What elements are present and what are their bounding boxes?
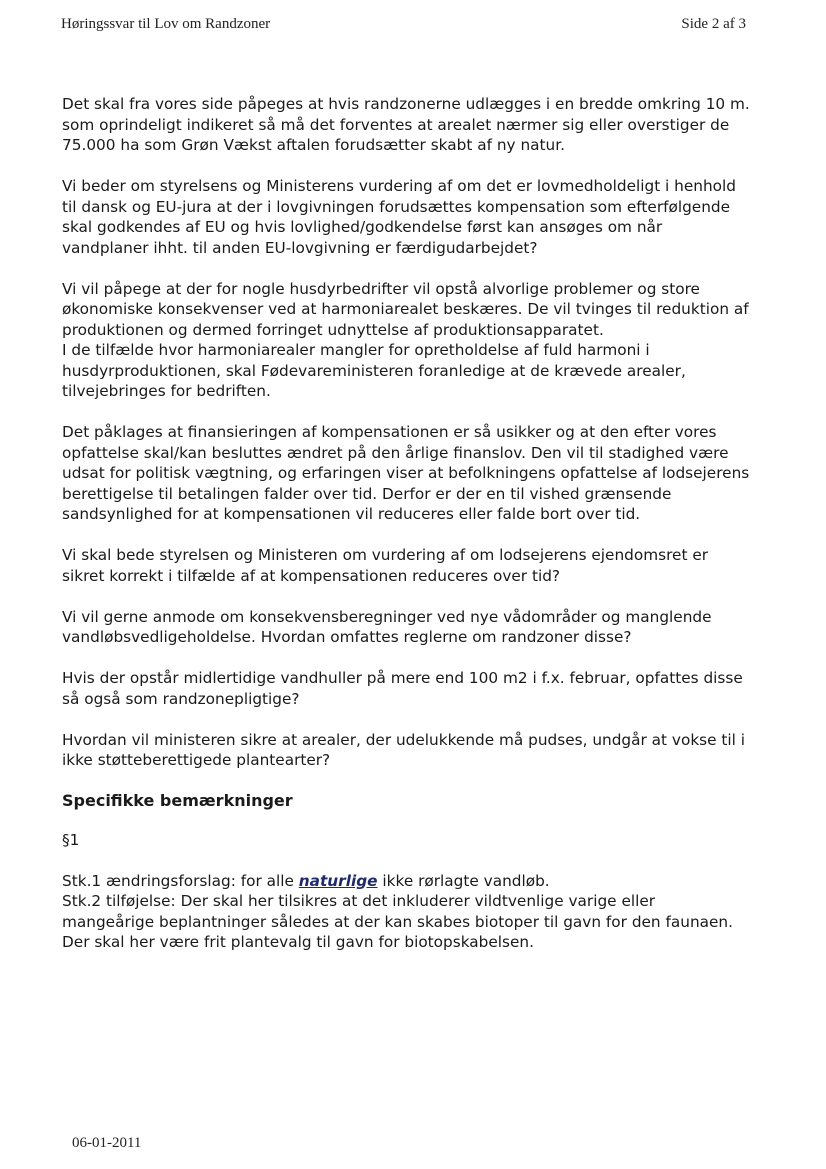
paragraph-temporary-ponds: Hvis der opstår midlertidige vandhuller på mere end 100 m2 i f.x. februar, opfattes disse så også som randzonepligtige?	[62, 669, 743, 708]
paragraph-financing: Det påklages at finansieringen af kompensationen er så usikker og at den efter vores opfattelse skal/kan besluttes ændret på den årlige finanslov. Den vil til stadighed være udsat for politisk vægtning, og erfaringen viser at befolkningens opfattelse af lodsejerens berettigelse til betalingen falder over tid. Derfor er der en til vished grænsende sandsynlighed for at kompensationen vil reduceres eller falde bort over tid.	[62, 423, 750, 523]
paragraph-wetlands: Vi vil gerne anmode om konsekvensberegninger ved nye vådområder og manglende vandløbsvedligeholdelse. Hvordan omfattes reglerne om randzoner disse?	[62, 607, 712, 646]
paragraph-harmony-areas: I de tilfælde hvor harmoniarealer mangler for opretholdelse af fuld harmoni i husdyrproduktionen, skal Fødevareministeren foranledige at de krævede arealer, tilvejebringes for bedriften.	[62, 341, 686, 400]
paragraph-livestock-problems: Vi vil påpege at der for nogle husdyrbedrifter vil opstå alvorlige problemer og store økonomiske konsekvenser ved at harmoniarealet beskæres. De vil tvinges til reduktion af produktionen og dermed forringet udnyttelse af produktionsapparatet.	[62, 279, 749, 339]
section-heading: Specifikke bemærkninger	[62, 791, 293, 810]
paragraph-sign: §1	[62, 830, 80, 849]
document-title: Høringssvar til Lov om Randzoner	[61, 16, 271, 32]
paragraph-property-rights: Vi skal bede styrelsen og Ministeren om vurdering af om lodsejerens ejendomsret er sikret korrekt i tilfælde af at kompensationen reduceres over tid?	[62, 546, 709, 585]
paragraph-legality-question: Vi beder om styrelsens og Ministerens vurdering af om det er lovmedholdeligt i henhold til dansk og EU-jura at der i lovgivningen forudsættes kompensation som efterfølgende skal godkendes af EU og hvis lovlighed/godkendelse først kan ansøges om når vandplaner ihht. til anden EU-lovgivning er færdigudarbejdet?	[62, 177, 736, 257]
document-date: 06-01-2011	[72, 1135, 142, 1151]
page-number: Side 2 af 3	[681, 16, 746, 32]
stk2-line: Stk.2 tilføjelse: Der skal her tilsikres at det inkluderer vildtvenlige varige eller mangeårige beplantninger således at der kan skabes biotoper til gavn for den faunaen. Der skal her være frit plantevalg til gavn for biotopskabelsen.	[62, 892, 733, 951]
paragraph-randzone-width: Det skal fra vores side påpeges at hvis randzonerne udlægges i en bredde omkring 10 m. som oprindeligt indikeret så må det forventes at arealet nærmer sig eller overstiger de 75.000 ha som Grøn Vækst aftalen forudsætter skabt af ny natur.	[62, 95, 750, 154]
stk1-suffix: ikke rørlagte vandløb.	[377, 871, 550, 890]
stk1-emphasis: naturlige	[298, 871, 378, 890]
document-body	[62, 94, 752, 973]
stk1-prefix: Stk.1 ændringsforslag: for alle	[62, 871, 299, 890]
stk1-line	[62, 871, 752, 892]
paragraph-plant-species: Hvordan vil ministeren sikre at arealer, der udelukkende må pudses, undgår at vokse til i ikke støtteberettigede plantearter?	[62, 730, 746, 769]
